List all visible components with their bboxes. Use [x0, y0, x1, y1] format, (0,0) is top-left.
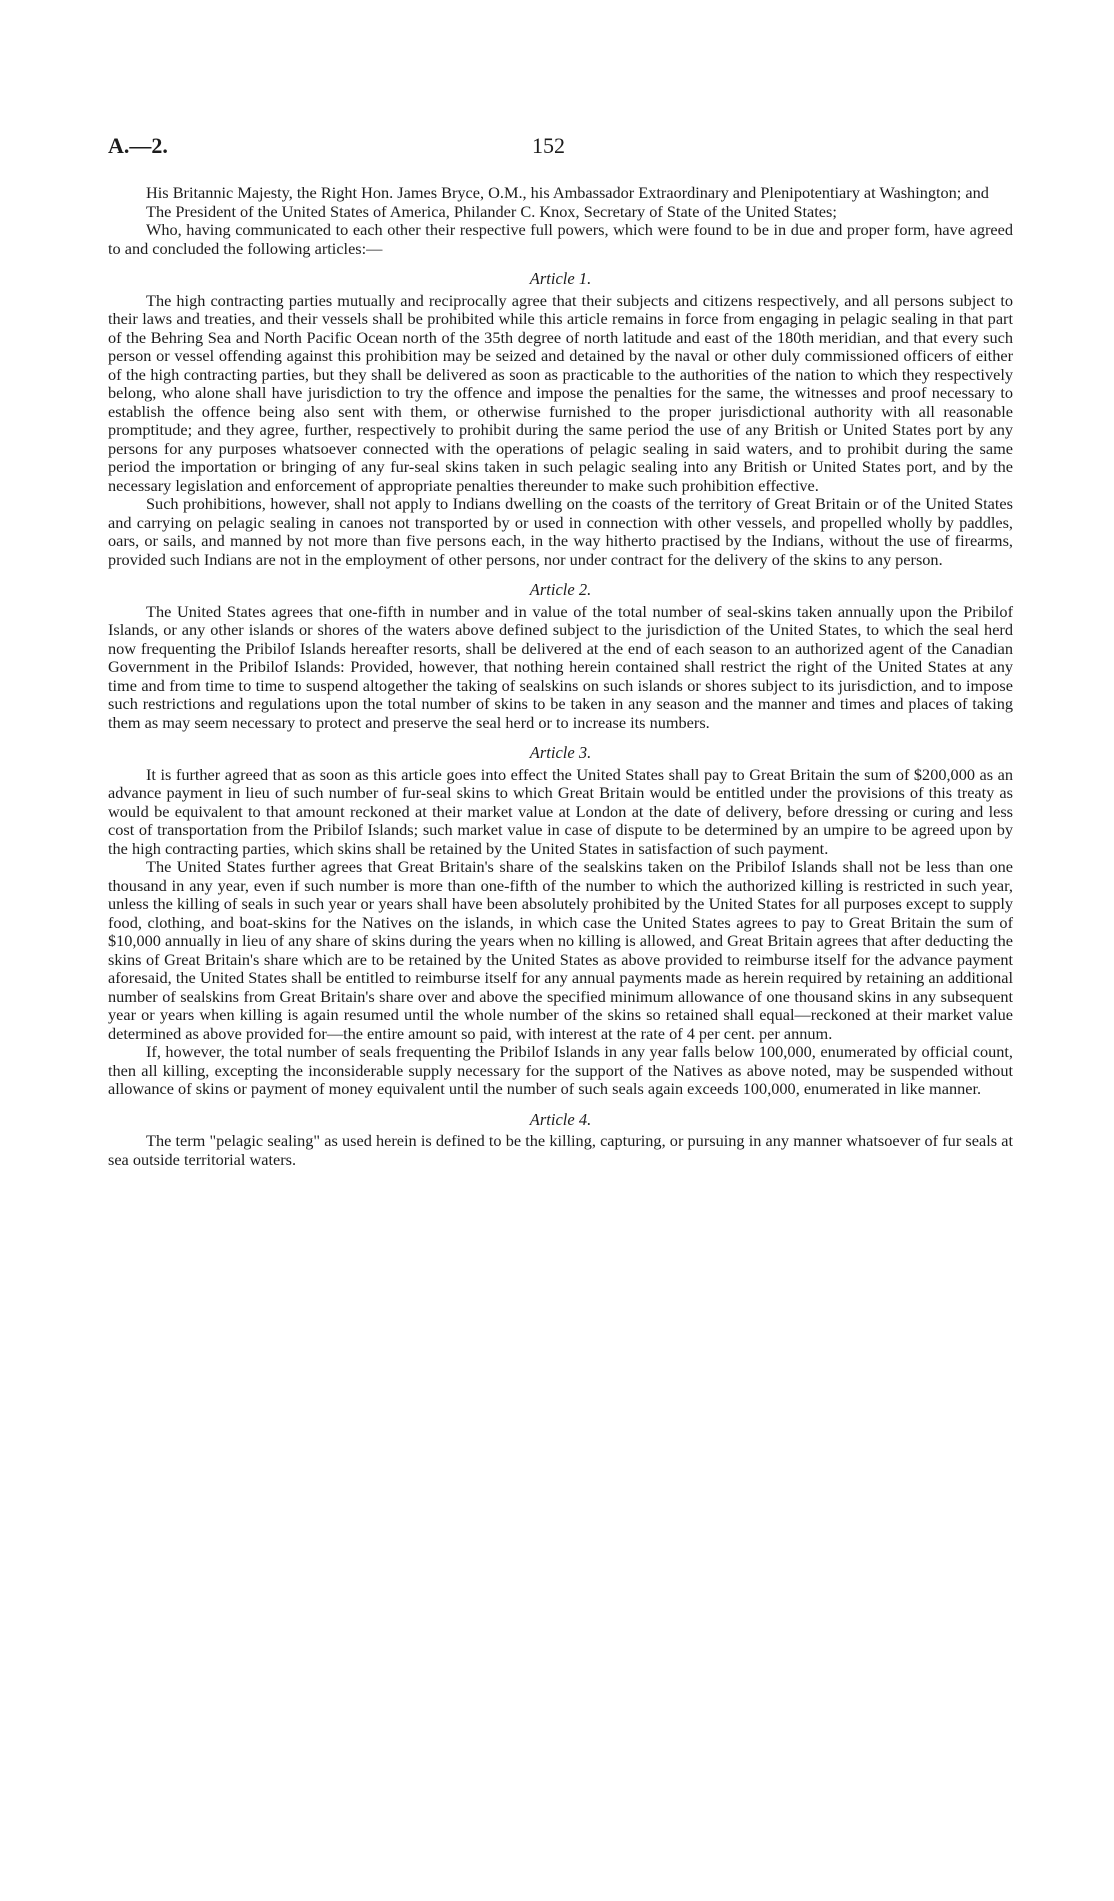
article-3-paragraph: It is further agreed that as soon as this article goes into effect the United States shall pay to Great Britain the sum of $200,000 as an advance payment in lieu of such number of fur-seal skins to which Great Britain would be entitled under the provisions of this treaty as would be equivalent to that amount reckoned at their market value at London at the date of delivery, before dressing or curing and less cost of transportation from the Pribilof Islands; such market value in case of dispute to be determined by an umpire to be agreed upon by the high contracting parties, which skins shall be retained by the United States in satisfaction of such payment. [108, 764, 1013, 858]
article-2-heading: Article 2. [529, 580, 592, 599]
treaty-text [108, 184, 1013, 1169]
article-3-heading: Article 3. [529, 743, 592, 762]
article-1-heading: Article 1. [529, 269, 592, 288]
preamble-paragraph: His Britannic Majesty, the Right Hon. James Bryce, O.M., his Ambassador Extraordinary and Plenipotentiary at Washington; and [146, 183, 989, 202]
article-2-paragraph: The United States agrees that one-fifth in number and in value of the total number of seal-skins taken annually upon the Pribilof Islands, or any other islands or shores of the waters above defined subject to the jurisdiction of the United States, to which the seal herd now frequenting the Pribilof Islands hereafter resorts, shall be delivered at the end of each season to an authorized agent of the Canadian Government in the Pribilof Islands: Provided, however, that nothing herein contained shall restrict the right of the United States at any time and from time to time to suspend altogether the taking of sealskins on such islands or shores subject to its jurisdiction, and to impose such restrictions and regulations upon the total number of skins to be taken in any season and the manner and times and places of taking them as may seem necessary to protect and preserve the seal herd or to increase its numbers. [108, 601, 1013, 732]
article-3-paragraph: The United States further agrees that Great Britain's share of the sealskins taken on the Pribilof Islands shall not be less than one thousand in any year, even if such number is more than one-fifth of the number to which the authorized killing is restricted in such year, unless the killing of seals in such year or years shall have been absolutely prohibited by the United States for all purposes except to supply food, clothing, and boat-skins for the Natives on the islands, in which case the United States agrees to pay to Great Britain the sum of $10,000 annually in lieu of any share of skins during the years when no killing is allowed, and Great Britain agrees that after deducting the skins of Great Britain's share which are to be retained by the United States as above provided to reimburse itself for the advance payment aforesaid, the United States shall be entitled to reimburse itself for any annual payments made as herein required by retaining an additional number of sealskins from Great Britain's share over and above the specified minimum allowance of one thousand skins in any subsequent year or years when killing is again resumed until the whole number of the skins so retained shall equal—reckoned at their market value determined as above provided for—the entire amount so paid, with interest at the rate of 4 per cent. per annum. [108, 857, 1013, 1043]
article-4-heading: Article 4. [529, 1109, 592, 1129]
preamble-paragraph: The President of the United States of America, Philander C. Knox, Secretary of State of the United States; [146, 201, 837, 221]
page-number: 152 [532, 133, 565, 158]
document-reference: A.—2. [108, 133, 168, 158]
article-4-paragraph: The term "pelagic sealing" as used herein is defined to be the killing, capturing, or pursuing in any manner whatsoever of fur seals at sea outside territorial waters. [108, 1131, 1013, 1169]
preamble-paragraph: Who, having communicated to each other their respective full powers, which were found to be in due and proper form, have agreed to and concluded the following articles:— [108, 220, 1013, 258]
article-3-paragraph: If, however, the total number of seals frequenting the Pribilof Islands in any year falls below 100,000, enumerated by official count, then all killing, excepting the inconsiderable supply necessary for the support of the Natives as above noted, may be suspended without allowance of skins or payment of money equivalent until the number of such seals again exceeds 100,000, enumerated in like manner. [108, 1042, 1013, 1098]
article-1-paragraph: The high contracting parties mutually and reciprocally agree that their subjects and citizens respectively, and all persons subject to their laws and treaties, and their vessels shall be prohibited while this article remains in force from engaging in pelagic sealing in that part of the Behring Sea and North Pacific Ocean north of the 35th degree of north latitude and east of the 180th meridian, and that every such person or vessel offending against this prohibition may be seized and detained by the naval or other duly commissioned officers of either of the high contracting parties, but they shall be delivered as soon as practicable to the authorities of the nation to which they respectively belong, who alone shall have jurisdiction to try the offence and impose the penalties for the same, the witnesses and proof necessary to establish the offence being also sent with them, or otherwise furnished to the proper jurisdictional authority with all reasonable promptitude; and they agree, further, respectively to prohibit during the same period the use of any British or United States port by any persons for any purposes whatsoever connected with the operations of pelagic sealing in said waters, and to prohibit during the same period the importation or bringing of any fur-seal skins taken in such pelagic sealing into any British or United States port, and by the necessary legislation and enforcement of appropriate penalties thereunder to make such prohibition effective. [108, 290, 1013, 495]
article-1-paragraph: Such prohibitions, however, shall not apply to Indians dwelling on the coasts of the territory of Great Britain or of the United States and carrying on pelagic sealing in canoes not transported by or used in connection with other vessels, and propelled wholly by paddles, oars, or sails, and manned by not more than five persons each, in the way hitherto practised by the Indians, without the use of firearms, provided such Indians are not in the employment of other persons, nor under contract for the delivery of the skins to any person. [108, 494, 1013, 569]
